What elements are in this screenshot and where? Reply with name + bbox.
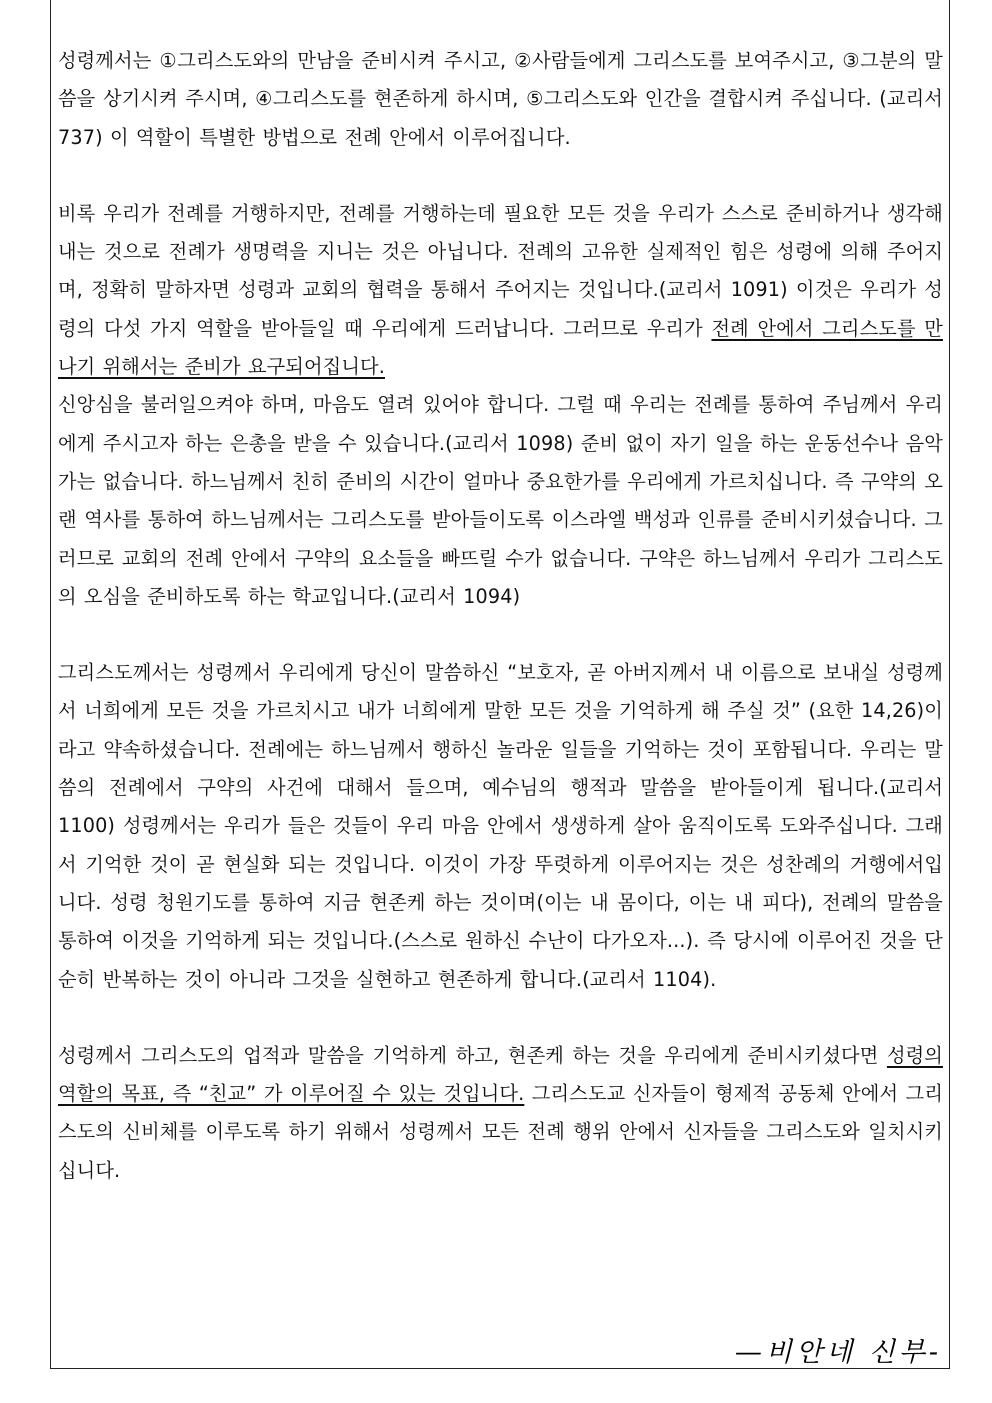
- paragraph-5-text-end: 그리스도교 신자들이 형제적 공동체 안에서 그리스도의 신비체를 이루도록 하기 위해서 성령께서 모든 전례 행위 안에서 신자들을 그리스도와 일치시키십니다.: [58, 1082, 944, 1182]
- paragraph-1: [58, 42, 943, 157]
- paragraph-2: [58, 195, 943, 386]
- paragraph-gap: [58, 157, 943, 195]
- paragraph-5-underlined-text: 성령의 역할의 목표, 즉 “친교” 가 이루어질 수 있는 것입니다.: [58, 1043, 943, 1106]
- paragraph-2-text: 비록 우리가 전례를 거행하지만, 전례를 거행하는데 필요한 모든 것을 우리가 스스로 준비하거나 생각해내는 것으로 전례가 생명력을 지니는 것은 아닙니다. 전례의 고유한 실제적인 힘은 성령에 의해 주어지며, 정확히 말하자면 성령과 교회의 협력을 통해서 주어지는 것입니다.(교리서 1091) 이것은 우리가 성령의 다섯 가지 역할을 받아들일 때 우리에게 드러납니다. 그러므로 우리가: [58, 201, 943, 340]
- paragraph-5: [58, 1037, 943, 1190]
- paragraph-1-text: 성령께서는 ①그리스도와의 만남을 준비시켜 주시고, ②사람들에게 그리스도를 보여주시고, ③그분의 말씀을 상기시켜 주시며, ④그리스도를 현존하게 하시며, ⑤그리스도와 인간을 결합시켜 주십니다. (교리서 737) 이 역할이 특별한 방법으로 전례 안에서 이루어집니다.: [58, 49, 943, 149]
- paragraph-2-underlined-text: 전례 안에서 그리스도를 만나기 위해서는 준비가 요구되어집니다.: [58, 316, 943, 379]
- author-signature: —비안네 신부-: [734, 1337, 942, 1368]
- paragraph-gap: [58, 999, 943, 1037]
- document-body: [58, 42, 943, 1190]
- paragraph-3: [58, 386, 943, 616]
- paragraph-5-text-start: 성령께서 그리스도의 업적과 말씀을 기억하게 하고, 현존케 하는 것을 우리에게 준비시키셨다면: [58, 1043, 887, 1067]
- paragraph-3-text: 신앙심을 불러일으켜야 하며, 마음도 열려 있어야 합니다. 그럴 때 우리는 전례를 통하여 주님께서 우리에게 주시고자 하는 은총을 받을 수 있습니다.(교리서 1098) 준비 없이 자기 일을 하는 운동선수나 음악가는 없습니다. 하느님께서 친히 준비의 시간이 얼마나 중요한가를 우리에게 가르치십니다. 즉 구약의 오랜 역사를 통하여 하느님께서는 그리스도를 받아들이도록 이스라엘 백성과 인류를 준비시키셨습니다. 그러므로 교회의 전례 안에서 구약의 요소들을 빠뜨릴 수가 없습니다. 구약은 하느님께서 우리가 그리스도의 오심을 준비하도록 하는 학교입니다.(교리서 1094): [58, 393, 943, 608]
- paragraph-4-text: 그리스도께서는 성령께서 우리에게 당신이 말씀하신 “보호자, 곧 아버지께서 내 이름으로 보내실 성령께서 너희에게 모든 것을 가르치시고 내가 너희에게 말한 모든 것을 기억하게 해 주실 것” (요한 14,26)이라고 약속하셨습니다. 전례에는 하느님께서 행하신 놀라운 일들을 기억하는 것이 포함됩니다. 우리는 말씀의 전례에서 구약의 사건에 대해서 들으며, 예수님의 행적과 말씀을 받아들이게 됩니다.(교리서 1100) 성령께서는 우리가 들은 것들이 우리 마음 안에서 생생하게 살아 움직이도록 도와주십니다. 그래서 기억한 것이 곧 현실화 되는 것입니다. 이것이 가장 뚜렷하게 이루어지는 것은 성찬례의 거행에서입니다. 성령 청원기도를 통하여 지금 현존케 하는 것이며(이는 내 몸이다, 이는 내 피다), 전례의 말씀을 통하여 이것을 기억하게 되는 것입니다.(스스로 원하신 수난이 다가오자...). 즉 당시에 이루어진 것을 단순히 반복하는 것이 아니라 그것을 실현하고 현존하게 합니다.(교리서 1104).: [58, 661, 943, 991]
- paragraph-4: [58, 654, 943, 999]
- paragraph-gap: [58, 616, 943, 654]
